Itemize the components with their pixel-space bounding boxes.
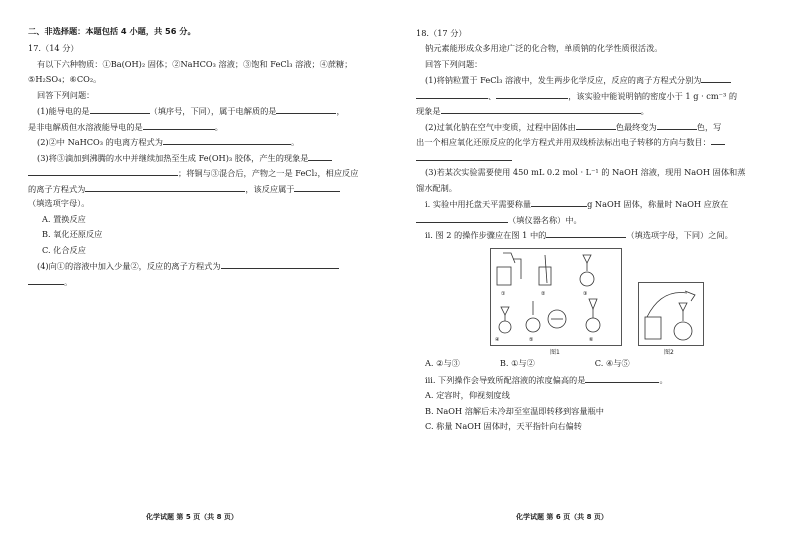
- section-heading: 二、非选择题：本题包括 4 小题，共 56 分。: [28, 26, 196, 36]
- answer-blank[interactable]: [28, 276, 64, 285]
- fig1-label-2: ②: [541, 291, 546, 297]
- q18-part3: (3)若某次实验需要使用 450 mL 0.2 mol · L⁻¹ 的 NaOH 溶液，现用 NaOH 固体和蒸: [425, 167, 746, 177]
- fig1-label-5: ⑤: [529, 337, 534, 343]
- q18-part3-i: ⅰ. 实验中用托盘天平需要称量 g NaOH 固体，称量时 NaOH 应放在: [425, 199, 729, 209]
- q18-part2-blank: [416, 152, 512, 164]
- q18-part1: (1)将钠粒置于 FeCl₃ 溶液中，发生两步化学反应，反应的离子方程式分别为: [425, 74, 731, 86]
- answer-blank[interactable]: [576, 121, 616, 130]
- q17-part2: (2)②中 NaHCO₃ 的电离方程式为 。: [37, 137, 300, 147]
- answer-blank[interactable]: [711, 136, 725, 145]
- answer-blank[interactable]: [657, 121, 697, 130]
- answer-blank[interactable]: [308, 152, 332, 161]
- q18-part2: (2)过氧化钠在空气中变质，过程中固体由 色最终变为 色，写: [425, 122, 722, 132]
- page-footer: 化学试题 第 6 页（共 8 页）: [516, 513, 608, 521]
- option-a: A. ②与③: [425, 358, 460, 368]
- fig1-label-6: ⑥: [589, 337, 594, 343]
- answer-blank[interactable]: [294, 183, 340, 192]
- fig1-label-4: ④: [495, 337, 500, 343]
- q18-part1-cont: 、 ，该实验中能说明钠的密度小于 1 g · cm⁻³ 的: [416, 90, 737, 102]
- option-c: C. ④与⑤: [594, 358, 630, 368]
- q18-intro: 钠元素能形成众多用途广泛的化合物，单质钠的化学性质很活泼。: [425, 43, 663, 53]
- q17-intro-2: ⑤H₂SO₄；⑥CO₂。: [28, 74, 102, 84]
- option-b: B. 氧化还原反应: [42, 229, 103, 239]
- answer-blank[interactable]: [85, 183, 245, 192]
- q18-part3-i-cont: （填仪器名称）中。: [416, 214, 582, 226]
- option-a: A. 置换反应: [42, 214, 86, 224]
- q18-part1-cont2: 现象是 。: [416, 106, 649, 116]
- q17-part3-cont2: 的离子方程式为 ，该反应属于: [28, 183, 340, 195]
- answer-blank[interactable]: [496, 90, 568, 99]
- q17-part3-cont: ；将铜与③混合后，产物之一是 FeCl₂，相应反应: [28, 167, 358, 179]
- q17-part4-cont: 。: [28, 276, 72, 288]
- answer-blank[interactable]: [221, 260, 339, 269]
- q18-header: 18.（17 分）: [416, 28, 467, 38]
- transfer-diagram: [639, 283, 703, 345]
- lab-apparatus-diagram: [491, 249, 621, 345]
- q18-part2-cont: 出一个相应氧化还原反应的化学方程式并用双线桥法标出电子转移的方向与数目：: [416, 136, 725, 148]
- q17-part1: (1)能导电的是 （填序号，下同），属于电解质的是 ，: [37, 106, 345, 116]
- answer-blank[interactable]: [416, 90, 488, 99]
- answer-blank[interactable]: [90, 105, 150, 114]
- q17-header: 17.（14 分）: [28, 43, 79, 53]
- option-b: B. ①与②: [499, 358, 535, 368]
- answer-blank[interactable]: [416, 152, 512, 161]
- answer-blank[interactable]: [163, 136, 291, 145]
- q18-part3-iii: ⅲ. 下列操作会导致所配溶液的浓度偏高的是 。: [425, 375, 668, 385]
- q18-part3-ii: ⅱ. 图 2 的操作步骤应在图 1 中的 （填选项字母，下同）之间。: [425, 230, 733, 240]
- option-a: A. 定容时，仰视刻度线: [425, 390, 510, 400]
- figure-2: [638, 282, 704, 346]
- q18-prompt: 回答下列问题：: [425, 59, 483, 69]
- q17-part4: (4)向①的溶液中加入少量②，反应的离子方程式为: [37, 260, 339, 272]
- answer-blank[interactable]: [441, 105, 641, 114]
- fig1-label-3: ③: [583, 291, 588, 297]
- page-6: [416, 0, 768, 551]
- answer-blank[interactable]: [28, 167, 178, 176]
- answer-blank[interactable]: [546, 229, 626, 238]
- figure-1-caption: 图1: [550, 349, 560, 356]
- answer-blank[interactable]: [585, 374, 659, 383]
- page-footer: 化学试题 第 5 页（共 8 页）: [146, 513, 238, 521]
- answer-blank[interactable]: [531, 198, 587, 207]
- answer-blank[interactable]: [416, 214, 508, 223]
- page-5: [28, 0, 380, 551]
- figure-2-caption: 图2: [664, 349, 674, 356]
- answer-blank[interactable]: [143, 121, 215, 130]
- fig1-label-1: ①: [501, 291, 506, 297]
- q18-options-ii: [425, 358, 630, 369]
- q17-part3-note: （填选项字母）。: [28, 198, 90, 208]
- option-c: C. 称量 NaOH 固体时，天平指针向右偏转: [425, 421, 582, 431]
- q18-part3-cont: 馏水配制。: [416, 183, 457, 193]
- option-b: B. NaOH 溶解后未冷却至室温即转移到容量瓶中: [425, 406, 604, 416]
- option-c: C. 化合反应: [42, 245, 86, 255]
- q17-part1-cont: 是非电解质但水溶液能导电的是 。: [28, 122, 223, 132]
- q17-part3: (3)将③滴加到沸腾的水中并继续加热至生成 Fe(OH)₃ 胶体，产生的现象是: [37, 152, 332, 164]
- answer-blank[interactable]: [701, 74, 731, 83]
- answer-blank[interactable]: [276, 105, 336, 114]
- figure-1: [490, 248, 622, 346]
- q17-intro-1: 有以下六种物质：①Ba(OH)₂ 固体；②NaHCO₃ 溶液；③饱和 FeCl₃ 溶液；④蔗糖；: [37, 59, 353, 69]
- q17-prompt: 回答下列问题：: [37, 90, 95, 100]
